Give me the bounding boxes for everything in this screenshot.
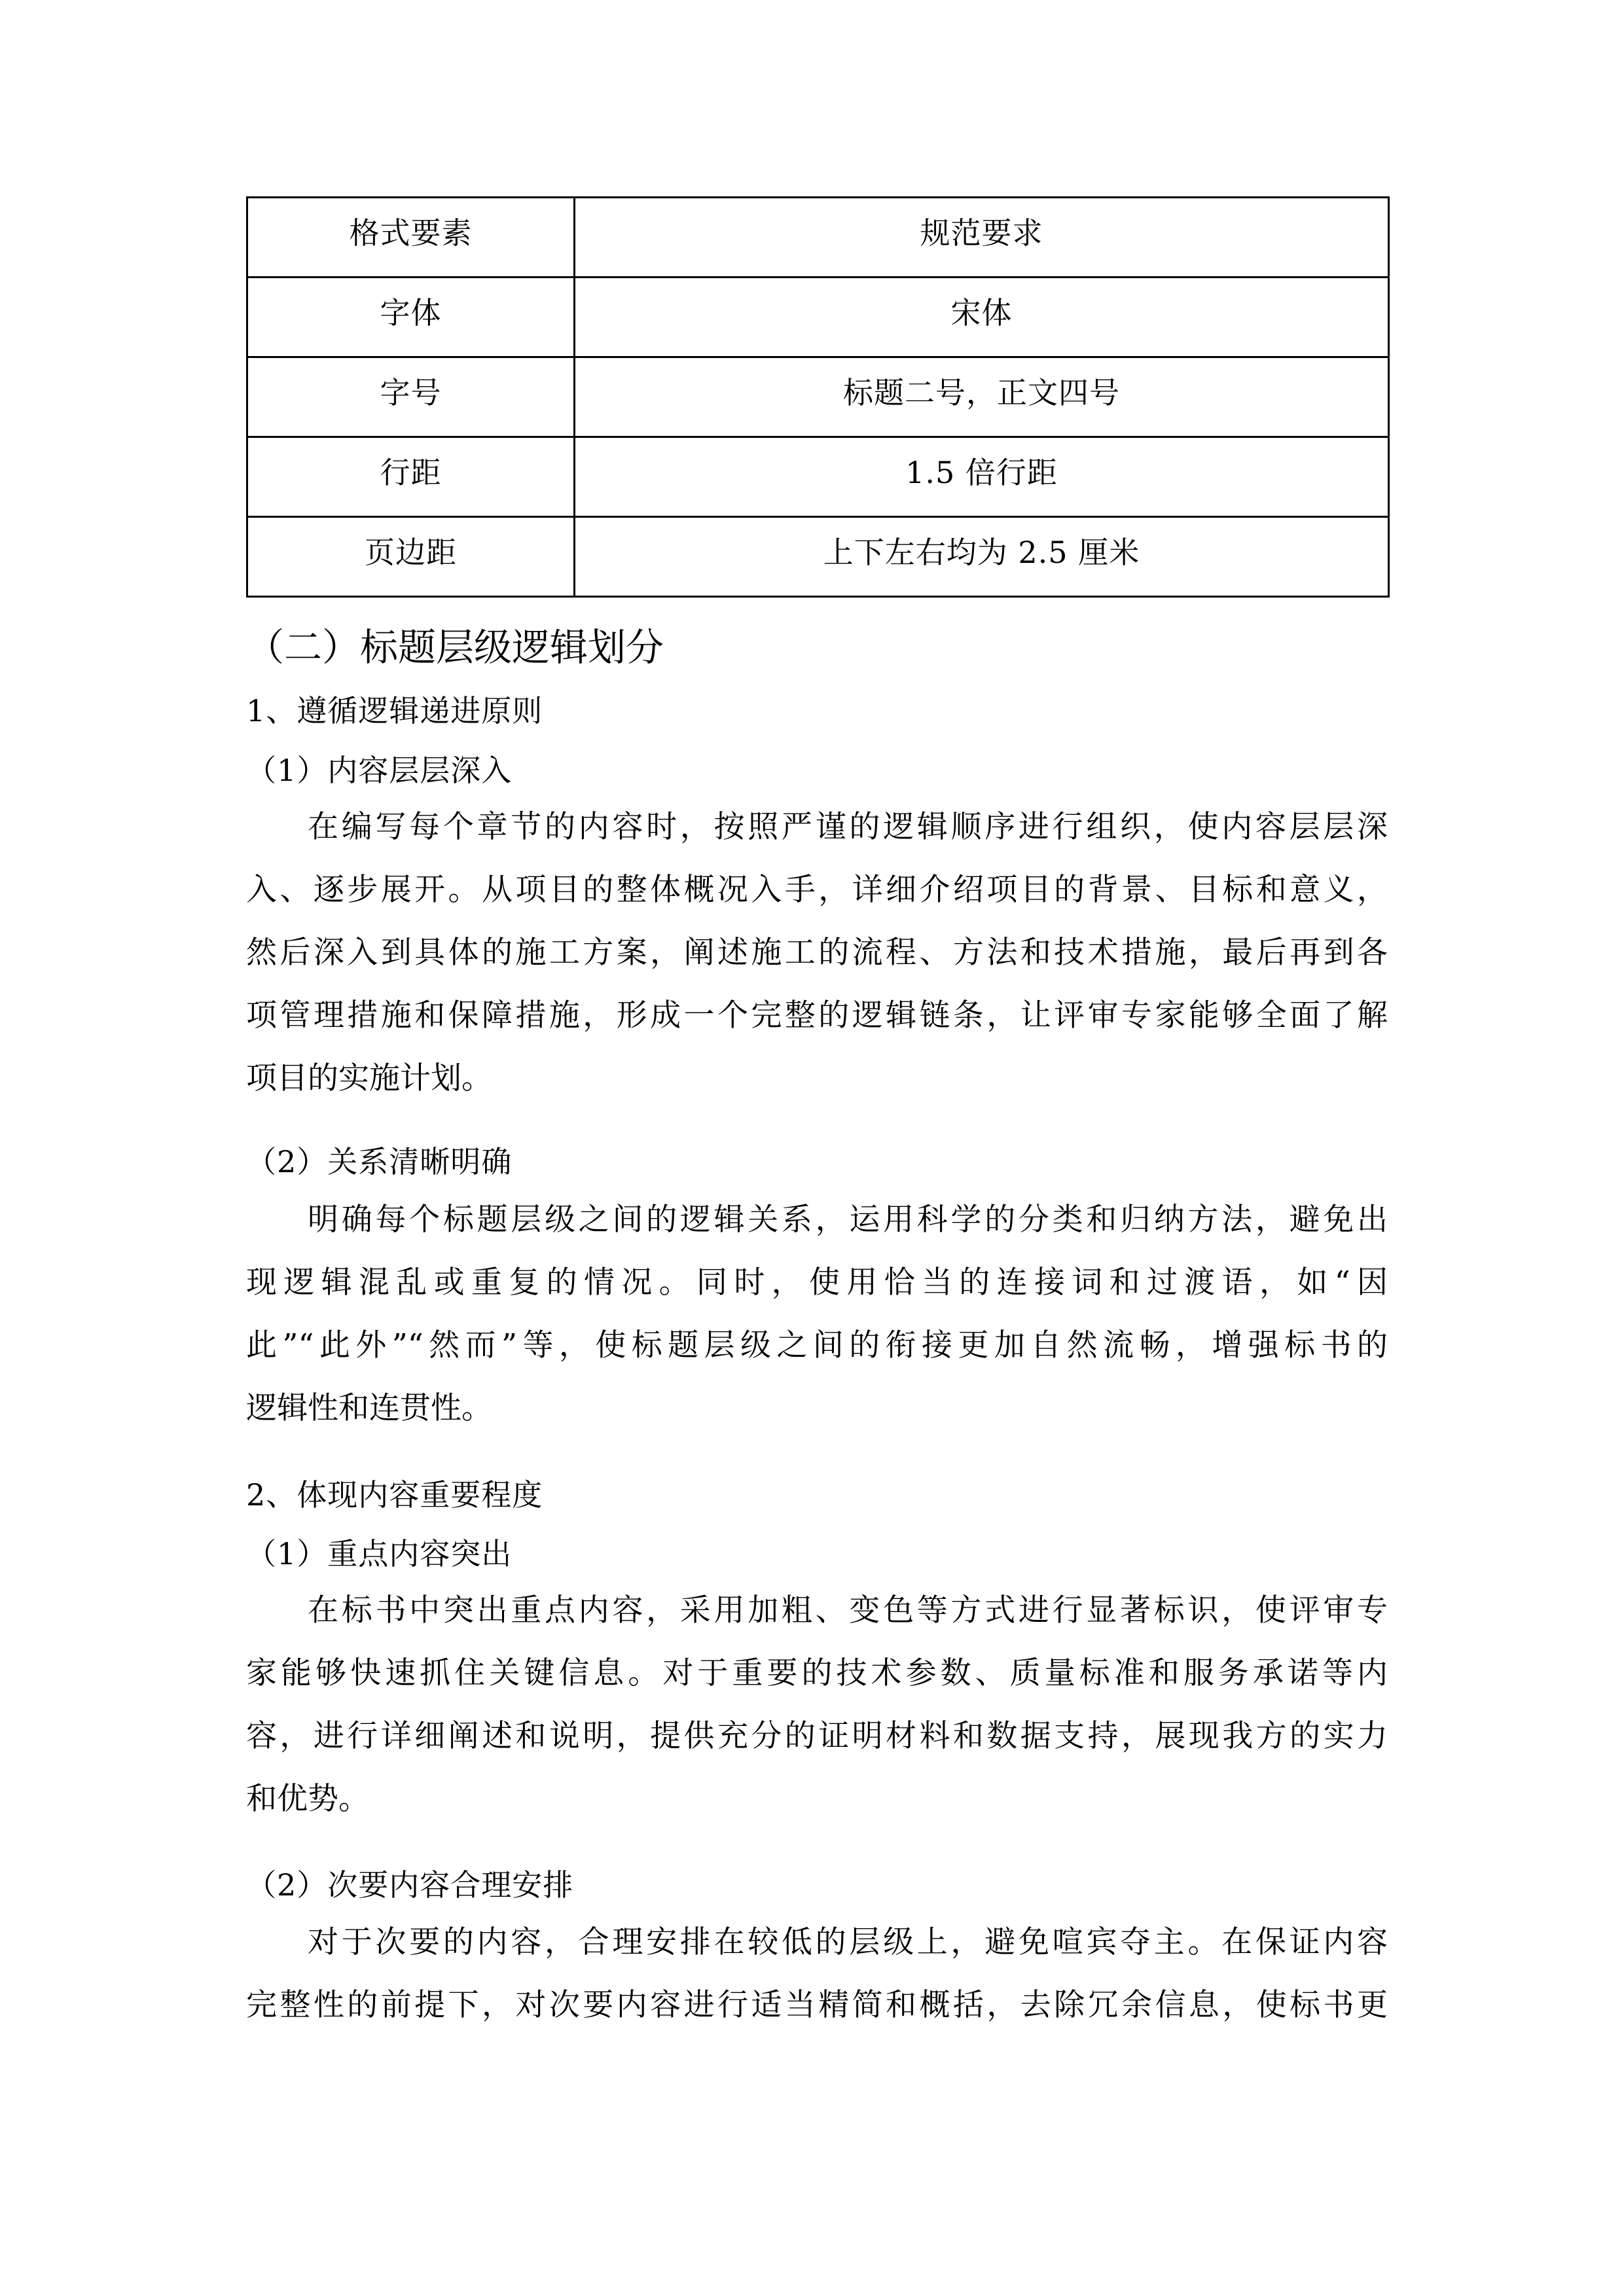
paragraph-line: 和优势。 bbox=[246, 1781, 369, 1817]
format-requirements-table bbox=[246, 196, 1390, 598]
table-row bbox=[247, 357, 1389, 437]
paragraph-line: 对于次要的内容，合理安排在较低的层级上，避免喧宾夺主。在保证内容 bbox=[308, 1924, 1388, 1960]
paragraph bbox=[246, 1592, 1388, 1846]
paragraph-line: 完整性的前提下，对次要内容进行适当精简和概括，去除冗余信息，使标书更 bbox=[246, 1987, 1388, 2023]
table-header-cell: 格式要素 bbox=[247, 198, 575, 278]
table-header-row bbox=[247, 198, 1389, 278]
table-cell: 上下左右均为 2.5 厘米 bbox=[575, 517, 1389, 597]
paragraph-line: 此”“此外”“然而”等，使标题层级之间的衔接更加自然流畅，增强标书的 bbox=[246, 1327, 1388, 1363]
paragraph bbox=[246, 1204, 1388, 1456]
paragraph-line: 容，进行详细阐述和说明，提供充分的证明材料和数据支持，展现我方的实力 bbox=[246, 1718, 1388, 1754]
paragraph-line: 项目的实施计划。 bbox=[246, 1060, 492, 1096]
table-cell: 标题二号，正文四号 bbox=[575, 357, 1389, 437]
subsection-heading: 1、遵循逻辑递进原则 bbox=[246, 693, 543, 728]
table-cell: 字号 bbox=[247, 357, 575, 437]
paragraph-line: 明确每个标题层级之间的逻辑关系，运用科学的分类和归纳方法，避免出 bbox=[308, 1202, 1388, 1238]
paragraph-line: 现逻辑混乱或重复的情况。同时，使用恰当的连接词和过渡语，如“因 bbox=[246, 1265, 1388, 1300]
table-cell: 行距 bbox=[247, 437, 575, 517]
section-heading: （二）标题层级逻辑划分 bbox=[246, 625, 664, 670]
paragraph-line: 入、逐步展开。从项目的整体概况入手，详细介绍项目的背景、目标和意义， bbox=[246, 872, 1388, 908]
table-row bbox=[247, 437, 1389, 517]
paragraph-line: 家能够快速抓住关键信息。对于重要的技术参数、质量标准和服务承诺等内 bbox=[246, 1655, 1388, 1691]
paragraph bbox=[246, 809, 1388, 1126]
table-header-cell: 规范要求 bbox=[575, 198, 1389, 278]
item-heading: （2）次要内容合理安排 bbox=[246, 1867, 574, 1903]
item-heading: （2）关系清晰明确 bbox=[246, 1144, 513, 1179]
item-heading: （1）重点内容突出 bbox=[246, 1536, 513, 1571]
paragraph bbox=[246, 1924, 1388, 2053]
table-cell: 1.5 倍行距 bbox=[575, 437, 1389, 517]
subsection-heading: 2、体现内容重要程度 bbox=[246, 1477, 543, 1513]
table-row bbox=[247, 278, 1389, 357]
table-cell: 页边距 bbox=[247, 517, 575, 597]
table-cell: 宋体 bbox=[575, 278, 1389, 357]
table-cell: 字体 bbox=[247, 278, 575, 357]
table-row bbox=[247, 517, 1389, 597]
paragraph-line: 项管理措施和保障措施，形成一个完整的逻辑链条，让评审专家能够全面了解 bbox=[246, 997, 1388, 1033]
paragraph-line: 然后深入到具体的施工方案，阐述施工的流程、方法和技术措施，最后再到各 bbox=[246, 935, 1388, 971]
item-heading: （1）内容层层深入 bbox=[246, 753, 513, 788]
paragraph-line: 逻辑性和连贯性。 bbox=[246, 1390, 492, 1426]
paragraph-line: 在编写每个章节的内容时，按照严谨的逻辑顺序进行组织，使内容层层深 bbox=[308, 809, 1388, 845]
paragraph-line: 在标书中突出重点内容，采用加粗、变色等方式进行显著标识，使评审专 bbox=[308, 1592, 1388, 1628]
